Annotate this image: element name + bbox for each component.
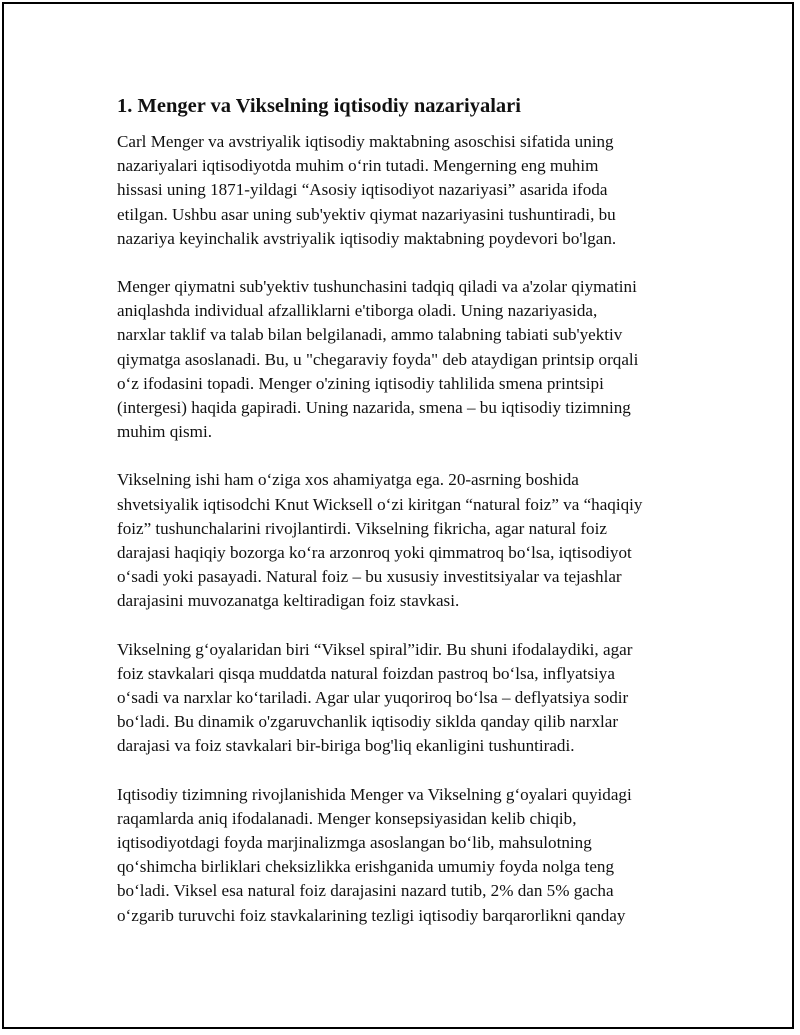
paragraph-2 xyxy=(117,275,697,444)
paragraph-4 xyxy=(117,638,697,759)
paragraph-5 xyxy=(117,783,697,928)
document-body xyxy=(117,92,697,952)
text-line: foiz” tushunchalarini rivojlantirdi. Vikselning fikricha, agar natural foiz xyxy=(117,518,607,538)
text-line: o‘sadi va narxlar ko‘tariladi. Agar ular yuqoriroq bo‘lsa – deflyatsiya sodir xyxy=(117,688,629,708)
section-heading: 1. Menger va Vikselning iqtisodiy nazariyalari xyxy=(117,95,521,117)
text-line: o‘sadi yoki pasayadi. Natural foiz – bu xususiy investitsiyalar va tejashlar xyxy=(117,567,622,587)
text-line: nazariyalari iqtisodiyotda muhim o‘rin tutadi. Mengerning eng muhim xyxy=(117,156,599,176)
text-line: Menger qiymatni sub'yektiv tushunchasini tadqiq qiladi va a'zolar qiymatini xyxy=(117,277,637,297)
paragraph-3 xyxy=(117,468,697,613)
text-line: (intergesi) haqida gapiradi. Uning nazarida, smena – bu iqtisodiy tizimning xyxy=(117,398,631,418)
paragraph-1 xyxy=(117,130,697,251)
text-line: Vikselning ishi ham o‘ziga xos ahamiyatga ega. 20-asrning boshida xyxy=(117,470,579,490)
text-line: bo‘ladi. Viksel esa natural foiz darajasini nazard tutib, 2% dan 5% gacha xyxy=(117,881,614,901)
text-line: etilgan. Ushbu asar uning sub'yektiv qiymat nazariyasini tushuntiradi, bu xyxy=(117,204,616,224)
text-line: darajasi haqiqiy bozorga ko‘ra arzonroq yoki qimmatroq bo‘lsa, iqtisodiyot xyxy=(117,543,632,563)
text-line: narxlar taklif va talab bilan belgilanadi, ammo talabning tabiati sub'yektiv xyxy=(117,325,623,345)
text-line: muhim qismi. xyxy=(117,422,212,442)
text-line: bo‘ladi. Bu dinamik o'zgaruvchanlik iqtisodiy siklda qanday qilib narxlar xyxy=(117,712,619,732)
text-line: shvetsiyalik iqtisodchi Knut Wicksell o‘zi kiritgan “natural foiz” va “haqiqiy xyxy=(117,494,643,514)
text-line: Carl Menger va avstriyalik iqtisodiy maktabning asoschisi sifatida uning xyxy=(117,132,614,151)
text-line: iqtisodiyotdagi foyda marjinalizmga asoslangan bo‘lib, mahsulotning xyxy=(117,833,592,853)
text-line: darajasi va foiz stavkalari bir-biriga bog'liq ekanligini tushuntiradi. xyxy=(117,736,575,756)
text-line: Iqtisodiy tizimning rivojlanishida Menger va Vikselning g‘oyalari quyidagi xyxy=(117,784,632,804)
text-line: qo‘shimcha birliklari cheksizlikka erishganida umumiy foyda nolga teng xyxy=(117,857,615,877)
text-line: foiz stavkalari qisqa muddatda natural foizdan pastroq bo‘lsa, inflyatsiya xyxy=(117,663,615,683)
text-line: aniqlashda individual afzalliklarni e'tiborga oladi. Uning nazariyasida, xyxy=(117,301,598,321)
text-line: darajasini muvozanatga keltiradigan foiz stavkasi. xyxy=(117,591,460,611)
text-line: raqamlarda aniq ifodalanadi. Menger konsepsiyasidan kelib chiqib, xyxy=(117,808,577,828)
text-line: Vikselning g‘oyalaridan biri “Viksel spiral”idir. Bu shuni ifodalaydiki, agar xyxy=(117,639,633,659)
text-line: o‘z ifodasini topadi. Menger o'zining iqtisodiy tahlilida smena printsipi xyxy=(117,373,604,393)
text-line: nazariya keyinchalik avstriyalik iqtisodiy maktabning poydevori bo'lgan. xyxy=(117,228,617,248)
text-line: hissasi uning 1871-yildagi “Asosiy iqtisodiyot nazariyasi” asarida ifoda xyxy=(117,180,608,200)
text-line: qiymatga asoslanadi. Bu, u "chegaraviy foyda" deb ataydigan printsip orqali xyxy=(117,349,639,369)
text-line: o‘zgarib turuvchi foiz stavkalarining tezligi iqtisodiy barqarorlikni qanday xyxy=(117,905,626,925)
